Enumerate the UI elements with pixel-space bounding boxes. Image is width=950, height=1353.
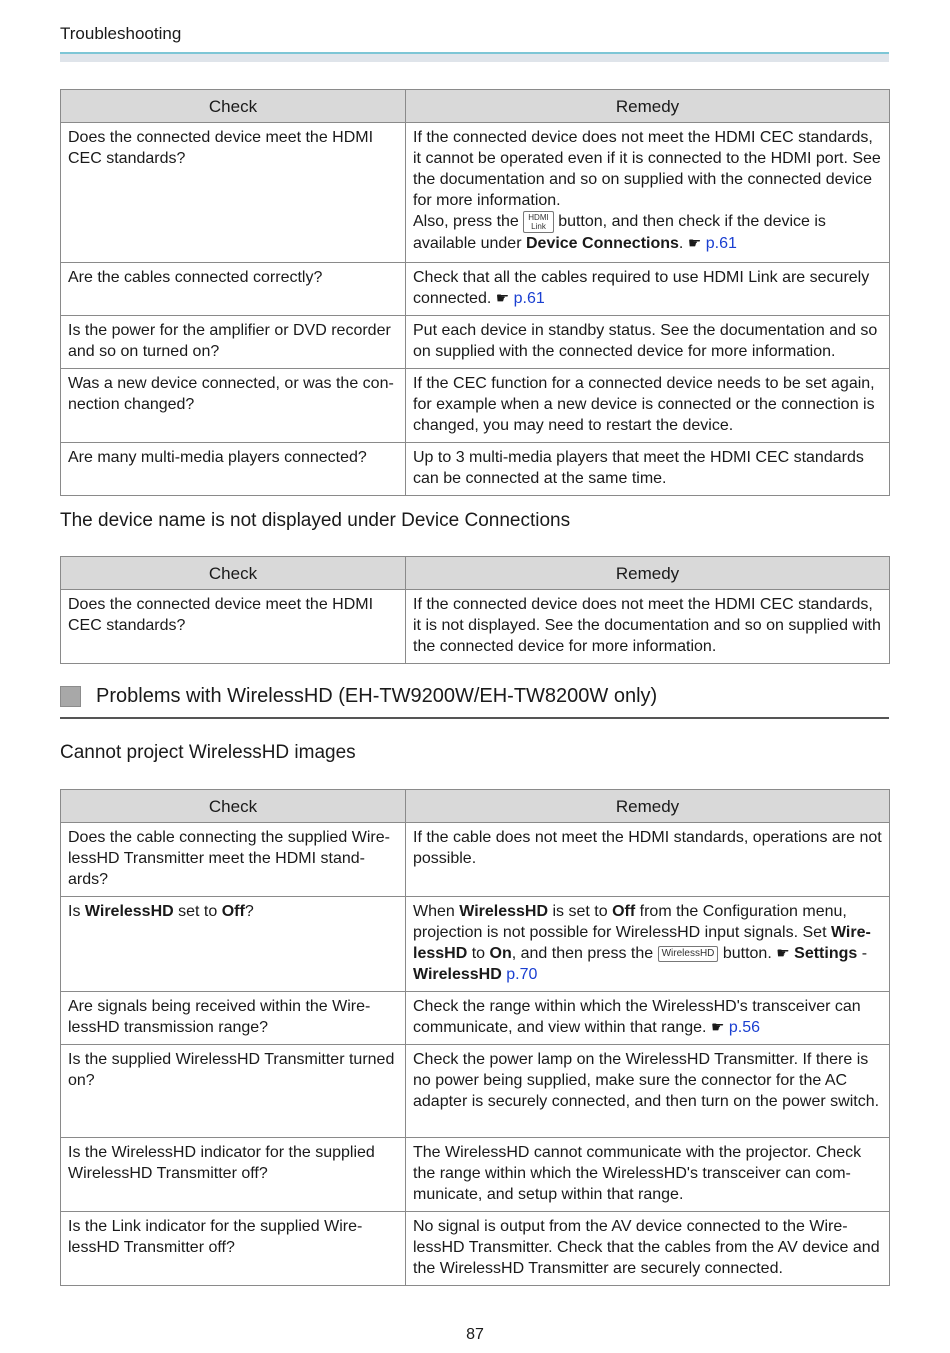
column-header-check: Check: [61, 557, 406, 590]
table-row: [61, 823, 890, 897]
remedy-text: Also, press the: [413, 213, 519, 231]
table-row: [61, 316, 890, 369]
pointing-hand-icon: ☛: [495, 290, 510, 307]
remedy-cell: Up to 3 multi-media players that meet the HDMI CEC standards can be connected at the same time.: [406, 443, 890, 496]
device-name-table: [60, 556, 890, 664]
wirelesshd-button-icon: WirelessHD: [658, 946, 719, 962]
wirelesshd-table: [60, 789, 890, 1286]
table-row: [61, 1045, 890, 1138]
check-cell: Are signals being received within the Wire-lessHD transmission range?: [61, 992, 406, 1045]
table-row: [61, 443, 890, 496]
hdmi-link-table: [60, 89, 890, 496]
subsection-heading: The device name is not displayed under Device Connections: [60, 510, 571, 531]
section-title: Problems with WirelessHD (EH-TW9200W/EH-TW8200W only): [96, 685, 658, 707]
table-row: [61, 1212, 890, 1286]
remedy-cell: Put each device in standby status. See the documentation and so on supplied with the connected device for more information.: [406, 316, 890, 369]
check-cell: Is the Link indicator for the supplied Wire-lessHD Transmitter off?: [61, 1212, 406, 1286]
remedy-cell: Check the power lamp on the WirelessHD Transmitter. If there is no power being supplied, make sure the connector for the AC adapter is securely connected, and then turn on the power switch.: [406, 1045, 890, 1138]
remedy-cell: Check that all the cables required to use HDMI Link are securely connected. ☛ p.61: [406, 263, 890, 316]
remedy-cell: If the connected device does not meet the HDMI CEC standards, it cannot be operated even if it is connected to the HDMI port. See the documentation and so on supplied with the connected device for more information. Also, press the HDMI Link button, and then check if the device is available under Device Connections. ☛ p.61: [406, 123, 890, 263]
page-link[interactable]: p.70: [506, 966, 538, 983]
column-header-remedy: Remedy: [406, 790, 890, 823]
check-cell: Are the cables connected correctly?: [61, 263, 406, 316]
check-cell: Does the connected device meet the HDMI CEC standards?: [61, 590, 406, 664]
remedy-cell: Check the range within which the WirelessHD's transceiver can communicate, and view within that range. ☛ p.56: [406, 992, 890, 1045]
menu-name: Device Connections: [525, 235, 679, 252]
table-header-row: [61, 557, 890, 590]
pointing-hand-icon: ☛: [710, 1019, 725, 1036]
remedy-text: If the connected device does not meet the HDMI CEC standards, it cannot be operated even if it is connected to the HDMI port. See the documentation and so on supplied with the connected device for more information.: [413, 129, 881, 209]
page-header: Troubleshooting: [60, 24, 182, 43]
section-heading: [60, 685, 889, 719]
header-rule: [60, 52, 889, 62]
remedy-cell: No signal is output from the AV device connected to the Wire-lessHD Transmitter. Check that the cables from the AV device and the WirelessHD Transmitter are securely connected.: [406, 1212, 890, 1286]
remedy-text: button, and then check if the device is available under: [413, 213, 826, 252]
column-header-check: Check: [61, 790, 406, 823]
remedy-cell: If the connected device does not meet the HDMI CEC standards, it is not displayed. See the documentation and so on supplied with the connected device for more information.: [406, 590, 890, 664]
check-cell: Does the cable connecting the supplied Wire-lessHD Transmitter meet the HDMI stand-ards?: [61, 823, 406, 897]
remedy-cell: If the cable does not meet the HDMI standards, operations are not possible.: [406, 823, 890, 897]
check-cell: Is the power for the amplifier or DVD recorder and so on turned on?: [61, 316, 406, 369]
table-row: [61, 263, 890, 316]
table-row: [61, 123, 890, 263]
remedy-cell: If the CEC function for a connected device needs to be set again, for example when a new device is connected or the connection is changed, you may need to restart the device.: [406, 369, 890, 443]
hdmi-link-button-icon: HDMI Link: [523, 211, 553, 233]
check-cell: Are many multi-media players connected?: [61, 443, 406, 496]
column-header-check: Check: [61, 90, 406, 123]
subsection-heading: Cannot project WirelessHD images: [60, 742, 356, 763]
remedy-cell: The WirelessHD cannot communicate with the projector. Check the range within which the WirelessHD's transceiver can com-municate, and setup within that range.: [406, 1138, 890, 1212]
pointing-hand-icon: ☛: [687, 235, 702, 252]
table-row: [61, 369, 890, 443]
page-number: 87: [466, 1326, 484, 1343]
table-row: [61, 1138, 890, 1212]
pointing-hand-icon: ☛: [776, 945, 790, 962]
check-cell: Is WirelessHD set to Off?: [61, 897, 406, 992]
check-cell: Was a new device connected, or was the con-nection changed?: [61, 369, 406, 443]
table-row: [61, 992, 890, 1045]
check-cell: Is the WirelessHD indicator for the supplied WirelessHD Transmitter off?: [61, 1138, 406, 1212]
check-cell: Is the supplied WirelessHD Transmitter turned on?: [61, 1045, 406, 1138]
check-cell: Does the connected device meet the HDMI CEC standards?: [61, 123, 406, 263]
table-row: [61, 590, 890, 664]
page-link[interactable]: p.61: [705, 235, 737, 252]
column-header-remedy: Remedy: [406, 557, 890, 590]
section-square-icon: [60, 686, 81, 707]
column-header-remedy: Remedy: [406, 90, 890, 123]
table-header-row: [61, 90, 890, 123]
table-header-row: [61, 790, 890, 823]
page-link[interactable]: p.56: [728, 1019, 760, 1036]
table-row: [61, 897, 890, 992]
remedy-cell: When WirelessHD is set to Off from the Configuration menu, projection is not possible for WirelessHD input signals. Set Wire-lessHD to On, and then press the WirelessHD button. ☛ Settings - WirelessHD p.70: [406, 897, 890, 992]
page-link[interactable]: p.61: [513, 290, 545, 307]
